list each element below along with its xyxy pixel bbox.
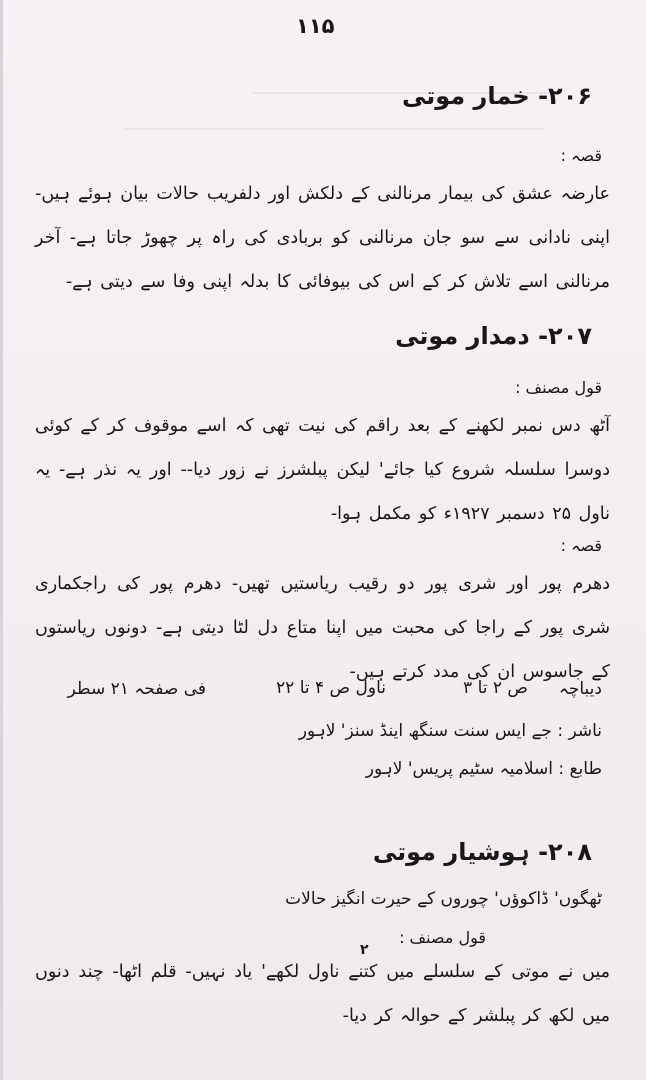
- section-207-author-label: قول مصنف :: [515, 378, 602, 397]
- preface-label: دیباچہ: [558, 679, 602, 699]
- printer-line: طابع : اسلامیہ سٹیم پریس' لاہور: [365, 759, 602, 779]
- section-207-author-note: آٹھ دس نمبر لکھنے کے بعد راقم کی نیت تھی کہ اسے موقوف کر کے کوئی دوسرا سلسلہ شروع کیا جائے' لیکن پبلشرز نے زور دیا-- اور یہ نذر ہے- یہ ناول ۲۵ دسمبر ۱۹۲۷ء کو مکمل ہوا-: [35, 416, 610, 524]
- section-206-heading: ۲۰۶- خمار موتی: [401, 82, 592, 110]
- section-207-story-text: دھرم پور اور شری پور دو رقیب ریاستیں تھیں- دھرم پور کی راجکماری شری پور کے راجا کی محبت میں اپنا متاع دل لٹا دیتی ہے- دونوں ریاستوں کے جاسوس ان کی مدد کرتے ہیں-: [35, 574, 610, 682]
- section-208-author-label: قول مصنف :: [399, 928, 486, 947]
- publisher-line: ناشر : جے ایس سنت سنگھ اینڈ سنز' لاہور: [298, 721, 602, 741]
- section-206-story-label: قصہ :: [560, 146, 602, 165]
- section-207-heading: ۲۰۷- دمدار موتی: [395, 322, 592, 350]
- section-207-story-label: قصہ :: [560, 536, 602, 555]
- section-208-heading: ۲۰۸- ہوشیار موتی: [372, 838, 592, 866]
- section-208-subtitle: ٹھگوں' ڈاکوؤں' چوروں کے حیرت انگیز حالات: [285, 889, 602, 909]
- page-number: ۱۱۵: [296, 14, 335, 38]
- novel-pages: ناول ص ۴ تا ۲۲: [276, 678, 386, 698]
- bleed-through-line: [123, 128, 543, 130]
- lines-per-page: فی صفحہ ۲۱ سطر: [67, 679, 206, 699]
- handwritten-margin-mark: ۲: [360, 942, 369, 958]
- section-208-author-note: میں نے موتی کے سلسلے میں کتنے ناول لکھے' یاد نہیں- قلم اٹھا- چند دنوں میں لکھ کر پبلشر کے حوالہ کر دیا-: [35, 962, 610, 1026]
- section-206-story-text: عارضہ عشق کی بیمار مرنالنی کے دلکش اور دلفریب حالات بیان ہوئے ہیں- اپنی نادانی سے سو جان مرنالنی کو بربادی کی راہ پر چھوڑ جاتا ہے- آخر مرنالنی اسے تلاش کر کے اس کی بیوفائی کا بدلہ اپنی وفا سے دیتی ہے-: [35, 184, 610, 292]
- preface-pages: ص ۲ تا ۳: [463, 678, 528, 698]
